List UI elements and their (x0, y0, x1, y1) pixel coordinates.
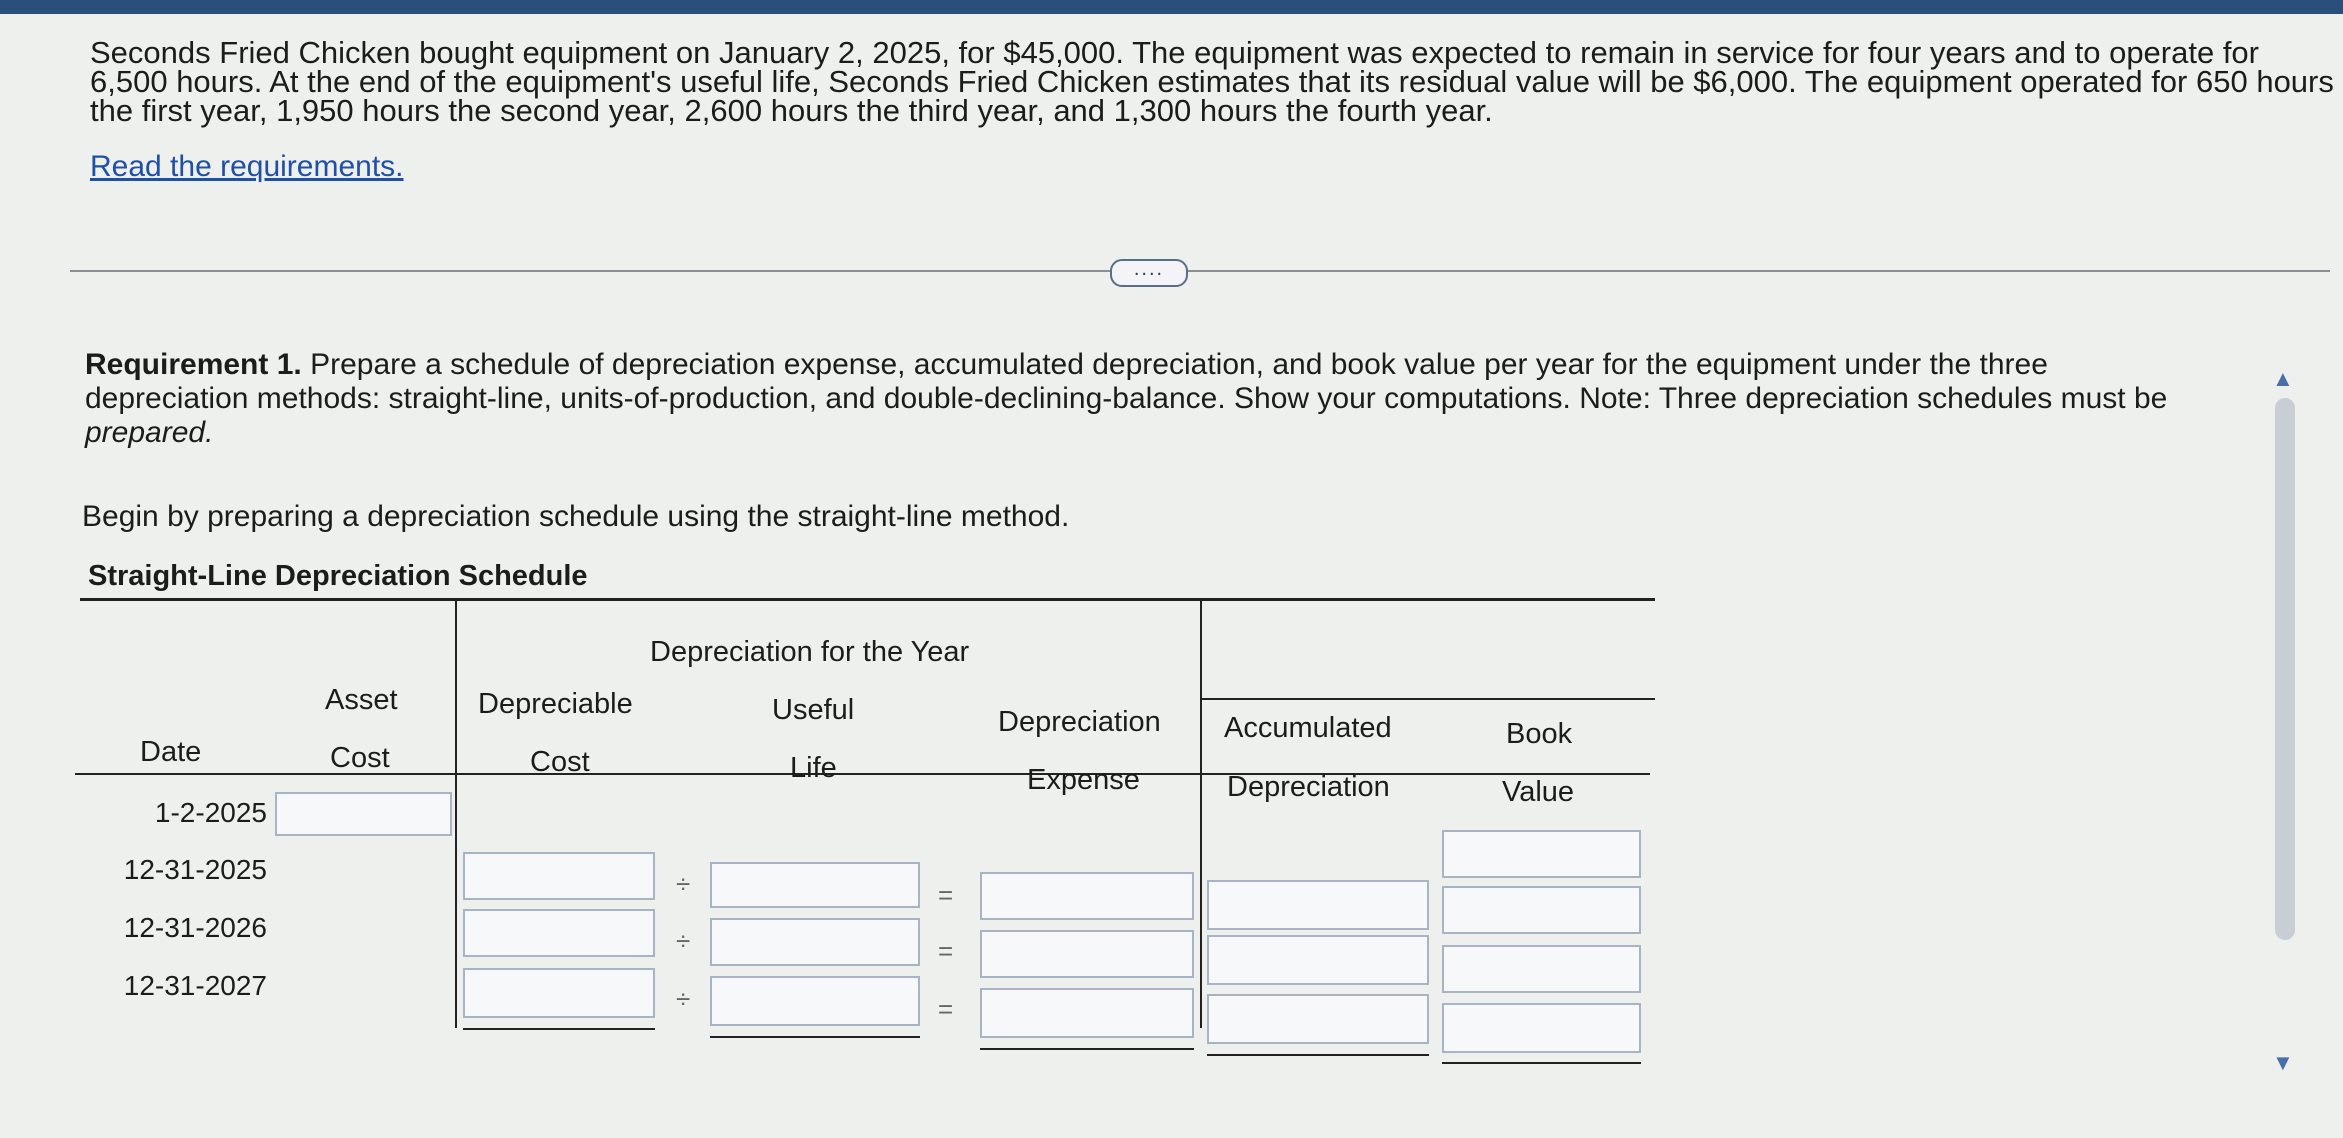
book-value-input-row1[interactable] (1442, 830, 1641, 878)
header-book-value-2: Value (1502, 776, 1575, 808)
useful-life-input-row3[interactable] (710, 918, 920, 966)
dep-expense-input-row2[interactable] (980, 872, 1194, 920)
useful-life-input-row4[interactable] (710, 976, 920, 1026)
problem-statement (90, 35, 2343, 128)
equals-operator: = (938, 994, 954, 1024)
asset-cost-input[interactable] (275, 792, 452, 836)
total-line-dep-expense (980, 1048, 1194, 1050)
book-value-input-row2[interactable] (1442, 886, 1641, 934)
scroll-down-arrow-icon[interactable]: ▼ (2272, 1050, 2294, 1075)
problem-line-1: Seconds Fried Chicken bought equipment on January 2, 2025, for $45,000. The equipment was expected to remain in service for four years and to operate for (90, 35, 2260, 70)
divide-operator: ÷ (676, 984, 691, 1014)
total-line-book-value (1442, 1062, 1641, 1064)
useful-life-input-row2[interactable] (710, 862, 920, 908)
book-value-input-row3[interactable] (1442, 945, 1641, 993)
header-accum-dep-2: Depreciation (1227, 771, 1390, 803)
total-line-depreciable-cost (463, 1028, 655, 1030)
header-book-value-1: Book (1506, 718, 1573, 750)
book-value-input-row4[interactable] (1442, 1003, 1641, 1053)
header-dep-expense-1: Depreciation (998, 706, 1161, 738)
group-header: Depreciation for the Year (650, 636, 970, 668)
requirement-line-1: Prepare a schedule of depreciation expense, accumulated depreciation, and book value per year for the equipment under the three (301, 348, 2048, 381)
schedule-title: Straight-Line Depreciation Schedule (88, 560, 588, 592)
header-dep-expense-2: Expense (1027, 764, 1140, 796)
problem-line-3: the first year, 1,950 hours the second year, 2,600 hours the third year, and 1,300 hours the fourth year. (90, 93, 1493, 128)
group-header-line (1200, 698, 1655, 700)
dep-expense-input-row4[interactable] (980, 988, 1194, 1038)
accum-dep-input-row4[interactable] (1207, 994, 1429, 1044)
depreciable-cost-input-row3[interactable] (463, 909, 655, 957)
column-divider-mid (1200, 600, 1202, 1028)
section-divider (70, 270, 2330, 272)
header-useful-life-2: Life (790, 752, 837, 784)
total-line-accum-dep (1207, 1054, 1429, 1056)
column-divider-left (455, 600, 457, 1028)
scroll-up-arrow-icon[interactable]: ▲ (2272, 366, 2294, 391)
instruction-text: Begin by preparing a depreciation schedule using the straight-line method. (82, 500, 1070, 533)
vertical-scrollbar[interactable] (2275, 398, 2295, 940)
header-depreciable-cost-2: Cost (530, 746, 590, 778)
row-date-1: 1-2-2025 (154, 797, 267, 828)
title-underline (80, 598, 1655, 601)
problem-line-2: 6,500 hours. At the end of the equipment's useful life, Seconds Fried Chicken estimates that its residual value will be $6,000. The equipment operated for 650 hours (90, 64, 2334, 99)
requirement-line-3: prepared. (85, 416, 214, 449)
divide-operator: ÷ (676, 926, 691, 956)
row-date-3: 12-31-2026 (123, 912, 267, 943)
row-date-4: 12-31-2027 (123, 970, 267, 1001)
top-bar (0, 0, 2343, 14)
requirement-1 (85, 348, 2235, 450)
requirement-label: Requirement 1. (85, 348, 302, 381)
requirement-line-2: depreciation methods: straight-line, units-of-production, and double-declining-balance. Show your computations. Note: Three depreciation schedules must be (85, 382, 2168, 415)
equals-operator: = (938, 936, 954, 966)
accum-dep-input-row3[interactable] (1207, 935, 1429, 985)
expand-button[interactable]: .... (1110, 259, 1188, 287)
read-requirements-link[interactable]: Read the requirements. (90, 150, 404, 183)
row-date-2: 12-31-2025 (123, 854, 267, 885)
header-accum-dep-1: Accumulated (1224, 712, 1392, 744)
equals-operator: = (938, 880, 954, 910)
header-depreciable-cost-1: Depreciable (478, 688, 633, 720)
header-useful-life-1: Useful (772, 694, 855, 726)
divide-operator: ÷ (676, 869, 691, 899)
header-asset-cost-1: Asset (325, 684, 398, 716)
header-asset-cost-2: Cost (330, 742, 390, 774)
header-date: Date (140, 736, 202, 768)
total-line-useful-life (710, 1036, 920, 1038)
dep-expense-input-row3[interactable] (980, 930, 1194, 978)
depreciable-cost-input-row2[interactable] (463, 852, 655, 900)
header-bottom-line (75, 773, 1650, 775)
accum-dep-input-row2[interactable] (1207, 880, 1429, 930)
depreciable-cost-input-row4[interactable] (463, 968, 655, 1018)
